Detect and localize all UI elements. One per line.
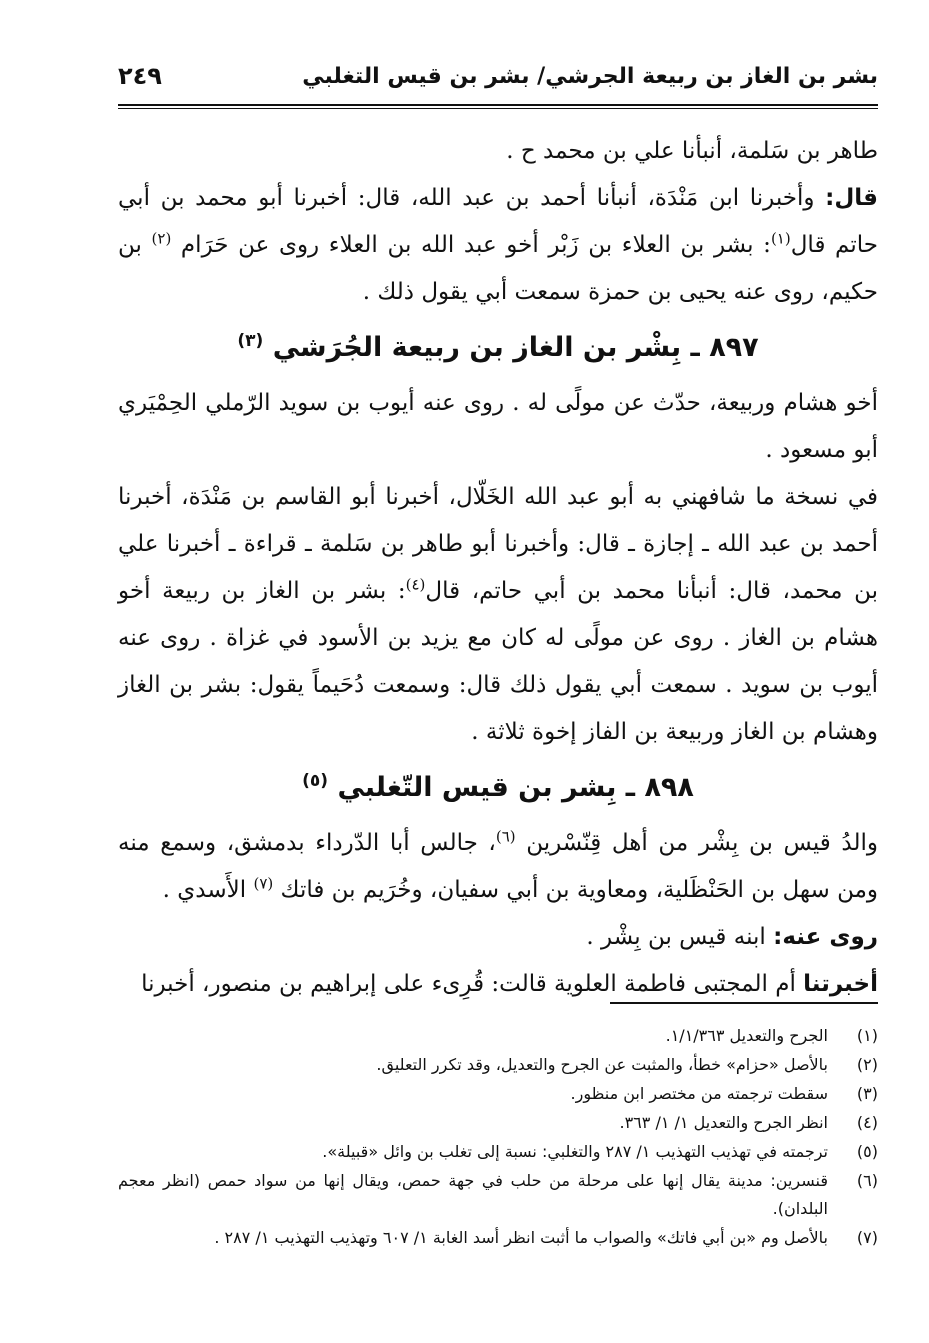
footnote-ref: (٥) [302,771,329,791]
paragraph-label: قال: [825,185,878,211]
paragraph-4: في نسخة ما شافهني به أبو عبد الله الخَلّال، أخبرنا أبو القاسم بن مَنْدَة، أخبرنا أحمد بن عبد الله ـ إجازة ـ قال: وأخبرنا أبو طاهر بن سَلمة ـ قراءة ـ أخبرنا علي بن محمد، قال: أنبأنا محمد بن أبي حاتم، قال$^{(٤)}$: بشر بن الغاز بن ربيعة أخو هشام بن الغاز . روى عن مولًى له كان مع يزيد بن الأسود في غزاة . روى عنه أيوب بن سويد . سمعت أبي يقول ذلك قال: وسمعت دُحَيماً يقول: بشر بن الغاز وهشام بن الغاز وربيعة بن الفاز إخوة ثلاثة . [118,484,878,745]
footnote-ref: (٦) [495,827,516,846]
footnotes [118,1022,878,1253]
footnote-ref: (٧) [253,874,274,893]
footnote-5: (٥) ترجمته في تهذيب التهذيب ١/ ٢٨٧ والتغلبي: نسبة إلى تغلب بن وائل «قبيلة». [322,1142,878,1161]
main-text [118,128,878,1008]
footnote-4: (٤) انظر الجرح والتعديل ١/ ١/ ٣٦٣. [619,1113,878,1132]
running-title: بشر بن الغاز بن ربيعة الجرشي/ بشر بن قيس التغلبي [302,64,878,89]
footnote-1: (١) الجرح والتعديل ١/١/٣٦٣. [665,1026,878,1045]
paragraph-2: قال: وأخبرنا ابن مَنْدَة، أنبأنا أحمد بن عبد الله، قال: أخبرنا أبو محمد بن أبي حاتم قال$^{(١)}$: بشر بن العلاء بن زَبْر أخو عبد الله بن العلاء روى عن حَرَام $^{(٢)}$ بن حكيم، روى عنه يحيى بن حمزة سمعت أبي يقول ذلك . [118,185,878,305]
paragraph-label: أخبرتنا [803,971,878,997]
footnote-ref: (٤) [405,575,426,594]
paragraph-7: أخبرتنا أم المجتبى فاطمة العلوية قالت: قُرِىء على إبراهيم بن منصور، أخبرنا [141,971,878,997]
footnote-ref: (٣) [237,331,264,351]
footnote-3: (٣) سقطت ترجمته من مختصر ابن منظور. [570,1084,878,1103]
footnote-7: (٧) بالأصل وم «بن أبي فاتك» والصواب ما أثبت انظر أسد الغابة ١/ ٦٠٧ وتهذيب التهذيب ١/ ٢٨٧ . [214,1228,878,1247]
paragraph-6: روى عنه: ابنه قيس بن بِشْر . [586,924,878,950]
header-divider [118,104,878,109]
entry-heading-897: ٨٩٧ ـ بِشْر بن الغاز بن ربيعة الجُرَشي $^{(٣)}$ [237,331,759,363]
paragraph-5: والدُ قيس بن بِشْر من أهل قِنّسْرين $^{(٦)}$، جالس أبا الدّرداء بدمشق، وسمع منه ومن سهل بن الحَنْظَلية، ومعاوية بن أبي سفيان، وخُرَيم بن فاتك $^{(٧)}$ الأَسدي . [118,827,878,903]
footnote-divider [610,1002,878,1004]
entry-heading-898: ٨٩٨ ـ بِشر بن قيس التّغلبي $^{(٥)}$ [302,771,694,803]
running-header [118,60,878,100]
footnote-ref: (٢) [151,229,172,248]
footnote-ref: (١) [770,229,791,248]
footnote-2: (٢) بالأصل «حزام» خطأ، والمثبت عن الجرح والتعديل، وقد تكرر التعليق. [376,1055,878,1074]
paragraph-label: روى عنه: [773,924,878,950]
footnote-6: (٦) قنسرين: مدينة يقال إنها على مرحلة من حلب في جهة حمص، ويقال إنها من سواد حمص (انظر معجم البلدان). [118,1171,878,1218]
page-number: ٢٤٩ [118,62,162,90]
paragraph-1: طاهر بن سَلمة، أنبأنا علي بن محمد ح . [506,138,878,164]
paragraph-3: أخو هشام وربيعة، حدّث عن مولًى له . روى عنه أيوب بن سويد الرّملي الحِمْيَري أبو مسعود . [118,390,878,463]
